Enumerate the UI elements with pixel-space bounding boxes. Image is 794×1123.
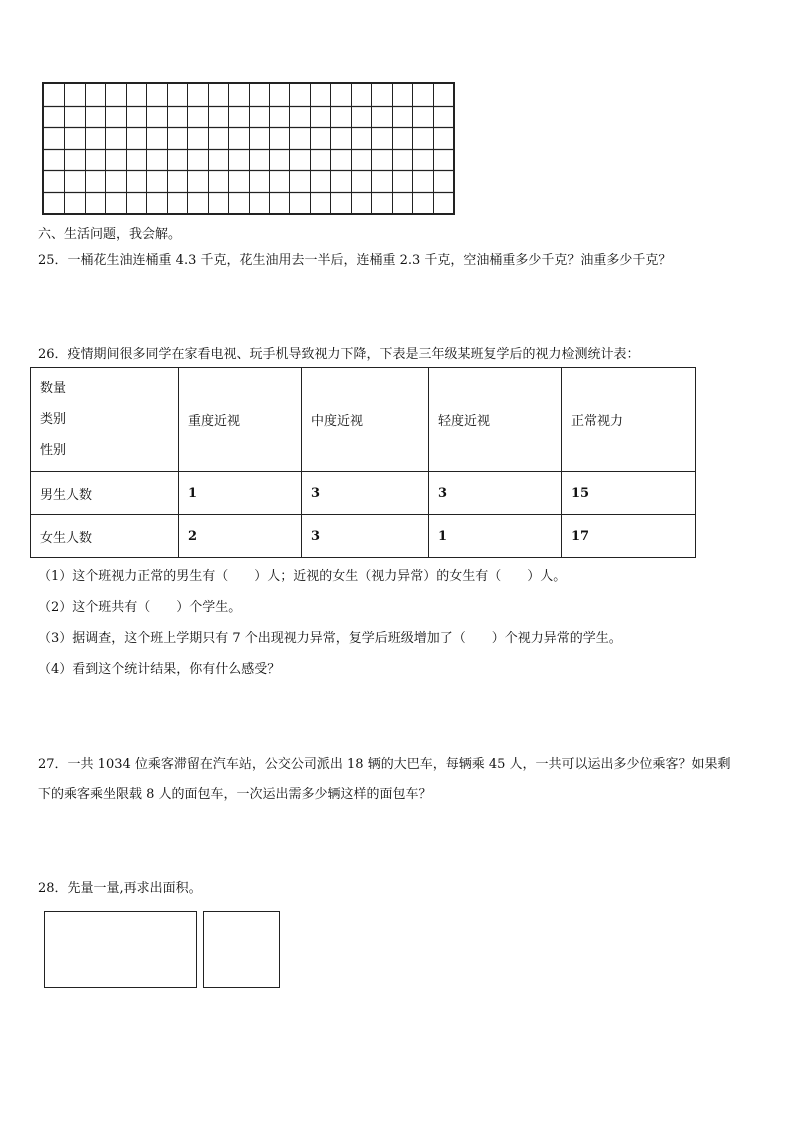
table-cell: 3 [429, 472, 562, 515]
table-cell: 2 [179, 515, 302, 558]
question-26-part-1: （1）这个班视力正常的男生有（ ）人；近视的女生（视力异常）的女生有（ ）人。 [38, 569, 567, 584]
question-28: 28．先量一量,再求出面积。 [38, 881, 202, 896]
square-shape [203, 911, 280, 988]
drawing-grid [42, 82, 455, 215]
question-25: 25．一桶花生油连桶重 4.3 千克，花生油用去一半后，连桶重 2.3 千克，空油桶重多少千克？油重多少千克？ [38, 253, 672, 268]
question-26-part-2: （2）这个班共有（ ）个学生。 [38, 600, 242, 615]
section-heading: 六、生活问题，我会解。 [38, 227, 182, 242]
table-row [31, 515, 696, 558]
rectangle-shape [44, 911, 197, 988]
question-26-part-4: （4）看到这个统计结果，你有什么感受？ [38, 662, 281, 677]
table-cell: 1 [179, 472, 302, 515]
table-cell: 15 [562, 472, 696, 515]
corner-label-quantity: 数量 [40, 381, 67, 396]
corner-label-category: 类别 [40, 412, 67, 427]
question-26-part-3: （3）据调查，这个班上学期只有 7 个出现视力异常，复学后班级增加了（ ）个视力异常的学生。 [38, 631, 622, 646]
table-header-row [31, 368, 696, 472]
column-header: 中度近视 [302, 368, 429, 472]
row-label: 女生人数 [31, 515, 179, 558]
table-cell: 3 [302, 515, 429, 558]
question-26-intro: 26．疫情期间很多同学在家看电视、玩手机导致视力下降，下表是三年级某班复学后的视力检测统计表： [38, 347, 640, 362]
row-label: 男生人数 [31, 472, 179, 515]
column-header: 轻度近视 [429, 368, 562, 472]
column-header: 重度近视 [179, 368, 302, 472]
table-corner-cell [31, 368, 179, 472]
vision-stats-table [30, 367, 696, 558]
corner-label-gender: 性别 [40, 443, 67, 458]
grid-lines [44, 84, 453, 213]
table-cell: 3 [302, 472, 429, 515]
table-cell: 1 [429, 515, 562, 558]
question-27-line-1: 27．一共 1034 位乘客滞留在汽车站，公交公司派出 18 辆的大巴车，每辆乘 45 人，一共可以运出多少位乘客？如果剩 [38, 757, 731, 772]
table-row [31, 472, 696, 515]
question-27-line-2: 下的乘客乘坐限载 8 人的面包车，一次运出需多少辆这样的面包车？ [38, 787, 432, 802]
table-cell: 17 [562, 515, 696, 558]
column-header: 正常视力 [562, 368, 696, 472]
